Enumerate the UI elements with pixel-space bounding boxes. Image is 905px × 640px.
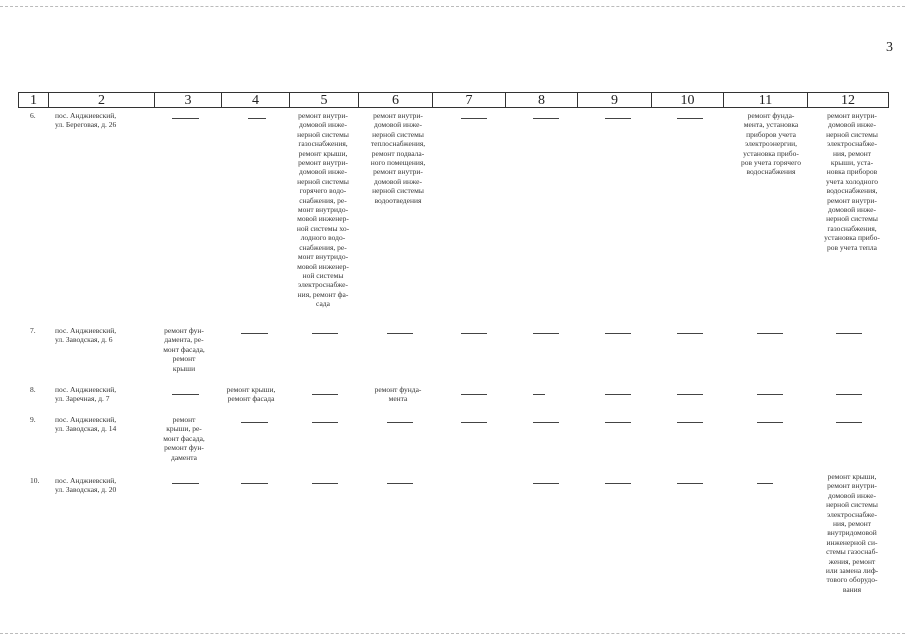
empty-dash [757, 422, 783, 423]
header-col-3: 3 [154, 93, 221, 107]
empty-dash [172, 483, 199, 484]
header-col-12: 12 [807, 93, 888, 107]
row-address: пос. Анджиевский, ул. Заводская, д. 6 [55, 326, 117, 345]
empty-dash [533, 422, 559, 423]
header-col-5: 5 [289, 93, 358, 107]
empty-dash [836, 422, 862, 423]
row-number: 8. [30, 385, 36, 394]
row-number: 6. [30, 111, 36, 120]
empty-dash [461, 118, 487, 119]
empty-dash [533, 483, 559, 484]
scan-top-edge [0, 6, 905, 7]
empty-dash [757, 483, 773, 484]
empty-dash [312, 394, 338, 395]
row-col3: ремонт фун- дамента, ре- монт фасада, ремонт крыши [163, 326, 205, 373]
empty-dash [387, 333, 413, 334]
empty-dash [605, 118, 631, 119]
empty-dash [533, 118, 559, 119]
empty-dash [605, 422, 631, 423]
empty-dash [836, 394, 862, 395]
empty-dash [836, 333, 862, 334]
empty-dash [387, 422, 413, 423]
header-col-7: 7 [432, 93, 505, 107]
empty-dash [533, 333, 559, 334]
empty-dash [461, 394, 487, 395]
header-col-10: 10 [651, 93, 723, 107]
empty-dash [677, 394, 703, 395]
empty-dash [241, 422, 268, 423]
row-col3: ремонт крыши, ре- монт фасада, ремонт фун- дамента [163, 415, 205, 462]
empty-dash [605, 394, 631, 395]
empty-dash [172, 118, 199, 119]
header-col-6: 6 [358, 93, 432, 107]
row-number: 7. [30, 326, 36, 335]
row-col12: ремонт внутри- домовой инже- нерной системы электроснабже- ния, ремонт крыши, уста- новка приборов учета холодного водоснабжения, ремонт внутри- домовой инже- нерной системы газоснабжения, установка прибо- ров учета тепла [824, 111, 880, 252]
row-number: 10. [30, 476, 40, 485]
empty-dash [461, 422, 487, 423]
row-number: 9. [30, 415, 36, 424]
empty-dash [757, 333, 783, 334]
page-number: 3 [886, 40, 893, 55]
header-col-4: 4 [221, 93, 289, 107]
header-col-1: 1 [30, 93, 37, 108]
row-address: пос. Анджиевский, ул. Заводская, д. 20 [55, 476, 117, 495]
empty-dash [461, 333, 487, 334]
empty-dash [172, 394, 199, 395]
empty-dash [605, 333, 631, 334]
empty-dash [312, 483, 338, 484]
header-col-2: 2 [48, 93, 154, 107]
empty-dash [241, 333, 268, 334]
empty-dash [757, 394, 783, 395]
empty-dash [241, 483, 268, 484]
row-col6: ремонт внутри- домовой инже- нерной системы теплоснабжения, ремонт подвала- ного помещения, ремонт внутри- домовой инже- нерной системы водоотведения [370, 111, 426, 205]
row-address: пос. Анджиевский, ул. Заречная, д. 7 [55, 385, 117, 404]
empty-dash [677, 483, 703, 484]
row-col5: ремонт внутри- домовой инже- нерной системы газоснабжения, ремонт крыши, ремонт внутри- домовой инже- нерной системы горячего водо- снабжения, ре- монт внутридо- мовой инженер- ной системы хо- лодного водо- снабжения, ре- монт внутридо- мовой инженер- ной системы электроснабже- ния, ремонт фа- сада [296, 111, 350, 309]
header-col-9: 9 [577, 93, 651, 107]
empty-dash [312, 422, 338, 423]
scan-bottom-edge [0, 633, 905, 634]
empty-dash [387, 483, 413, 484]
empty-dash [677, 333, 703, 334]
table-header-row [18, 92, 889, 108]
empty-dash [677, 118, 703, 119]
empty-dash [312, 333, 338, 334]
row-address: пос. Анджиевский, ул. Береговая, д. 26 [55, 111, 117, 130]
row-address: пос. Анджиевский, ул. Заводская, д. 14 [55, 415, 117, 434]
empty-dash [677, 422, 703, 423]
row-col6: ремонт фунда- мента [374, 385, 422, 404]
header-col-8: 8 [505, 93, 577, 107]
empty-dash [248, 118, 266, 119]
empty-dash [533, 394, 545, 395]
row-col4: ремонт крыши, ремонт фасада [226, 385, 276, 404]
empty-dash [605, 483, 631, 484]
row-col12: ремонт крыши, ремонт внутри- домовой инже- нерной системы электроснабже- ния, ремонт внутридомовой инженерной си- стемы газоснаб- жения, ремонт или замена лиф- тового оборудо- вания [825, 472, 879, 594]
row-col11: ремонт фунда- мента, установка приборов учета электроэнергии, установка прибо- ров учета горячего водоснабжения [741, 111, 801, 177]
header-col-11: 11 [723, 93, 807, 107]
